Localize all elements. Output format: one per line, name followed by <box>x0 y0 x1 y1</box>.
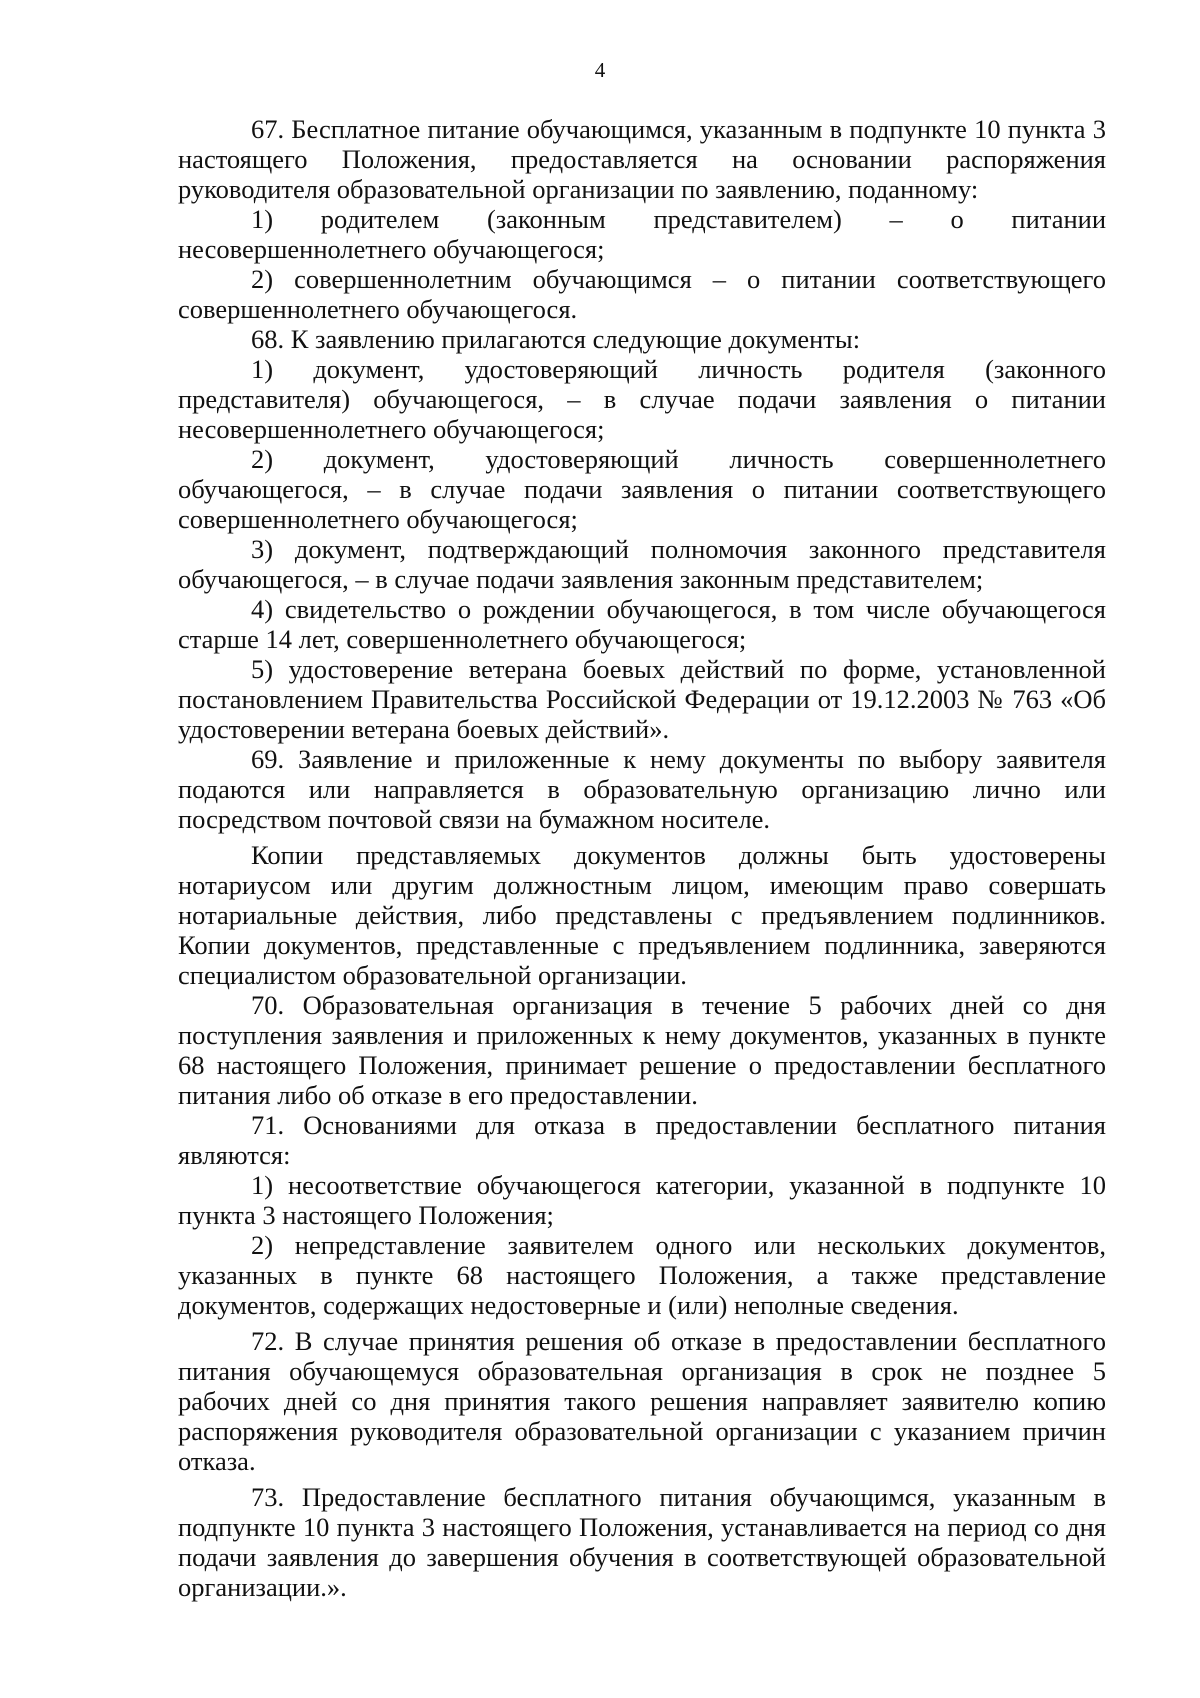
list-item-71-1: 1) несоответствие обучающегося категории, указанной в подпункте 10 пункта 3 настоящего Положения; <box>178 1170 1106 1230</box>
document-body <box>178 114 1106 1602</box>
list-item-68-3: 3) документ, подтверждающий полномочия законного представителя обучающегося, – в случае подачи заявления законным представителем; <box>178 534 1106 594</box>
list-item-67-2: 2) совершеннолетним обучающимся – о питании соответствующего совершеннолетнего обучающегося. <box>178 264 1106 324</box>
paragraph-72: 72. В случае принятия решения об отказе в предоставлении бесплатного питания обучающемуся образовательная организация в срок не позднее 5 рабочих дней со дня принятия такого решения направляет заявителю копию распоряжения руководителя образовательной организации с указанием причин отказа. <box>178 1326 1106 1476</box>
list-item-68-5: 5) удостоверение ветерана боевых действий по форме, установленной постановлением Правительства Российской Федерации от 19.12.2003 № 763 «Об удостоверении ветерана боевых действий». <box>178 654 1106 744</box>
paragraph-71: 71. Основаниями для отказа в предоставлении бесплатного питания являются: <box>178 1110 1106 1170</box>
list-item-68-4: 4) свидетельство о рождении обучающегося, в том числе обучающегося старше 14 лет, совершеннолетнего обучающегося; <box>178 594 1106 654</box>
paragraph-73: 73. Предоставление бесплатного питания обучающимся, указанным в подпункте 10 пункта 3 настоящего Положения, устанавливается на период со дня подачи заявления до завершения обучения в соответствующей образовательной организации.». <box>178 1482 1106 1602</box>
list-item-71-2: 2) непредставление заявителем одного или нескольких документов, указанных в пункте 68 настоящего Положения, а также представление документов, содержащих недостоверные и (или) неполные сведения. <box>178 1230 1106 1320</box>
paragraph-69-copies: Копии представляемых документов должны быть удостоверены нотариусом или другим должностным лицом, имеющим право совершать нотариальные действия, либо представлены с предъявлением подлинников. Копии документов, представленные с предъявлением подлинника, заверяются специалистом образовательной организации. <box>178 840 1106 990</box>
list-item-68-1: 1) документ, удостоверяющий личность родителя (законного представителя) обучающегося, – в случае подачи заявления о питании несовершеннолетнего обучающегося; <box>178 354 1106 444</box>
list-item-68-2: 2) документ, удостоверяющий личность совершеннолетнего обучающегося, – в случае подачи заявления о питании соответствующего совершеннолетнего обучающегося; <box>178 444 1106 534</box>
paragraph-69: 69. Заявление и приложенные к нему документы по выбору заявителя подаются или направляется в образовательную организацию лично или посредством почтовой связи на бумажном носителе. <box>178 744 1106 834</box>
list-item-67-1: 1) родителем (законным представителем) – о питании несовершеннолетнего обучающегося; <box>178 204 1106 264</box>
paragraph-70: 70. Образовательная организация в течение 5 рабочих дней со дня поступления заявления и приложенных к нему документов, указанных в пункте 68 настоящего Положения, принимает решение о предоставлении бесплатного питания либо об отказе в его предоставлении. <box>178 990 1106 1110</box>
paragraph-67: 67. Бесплатное питание обучающимся, указанным в подпункте 10 пункта 3 настоящего Положения, предоставляется на основании распоряжения руководителя образовательной организации по заявлению, поданному: <box>178 114 1106 204</box>
page-number: 4 <box>594 58 606 82</box>
paragraph-68: 68. К заявлению прилагаются следующие документы: <box>251 324 861 354</box>
